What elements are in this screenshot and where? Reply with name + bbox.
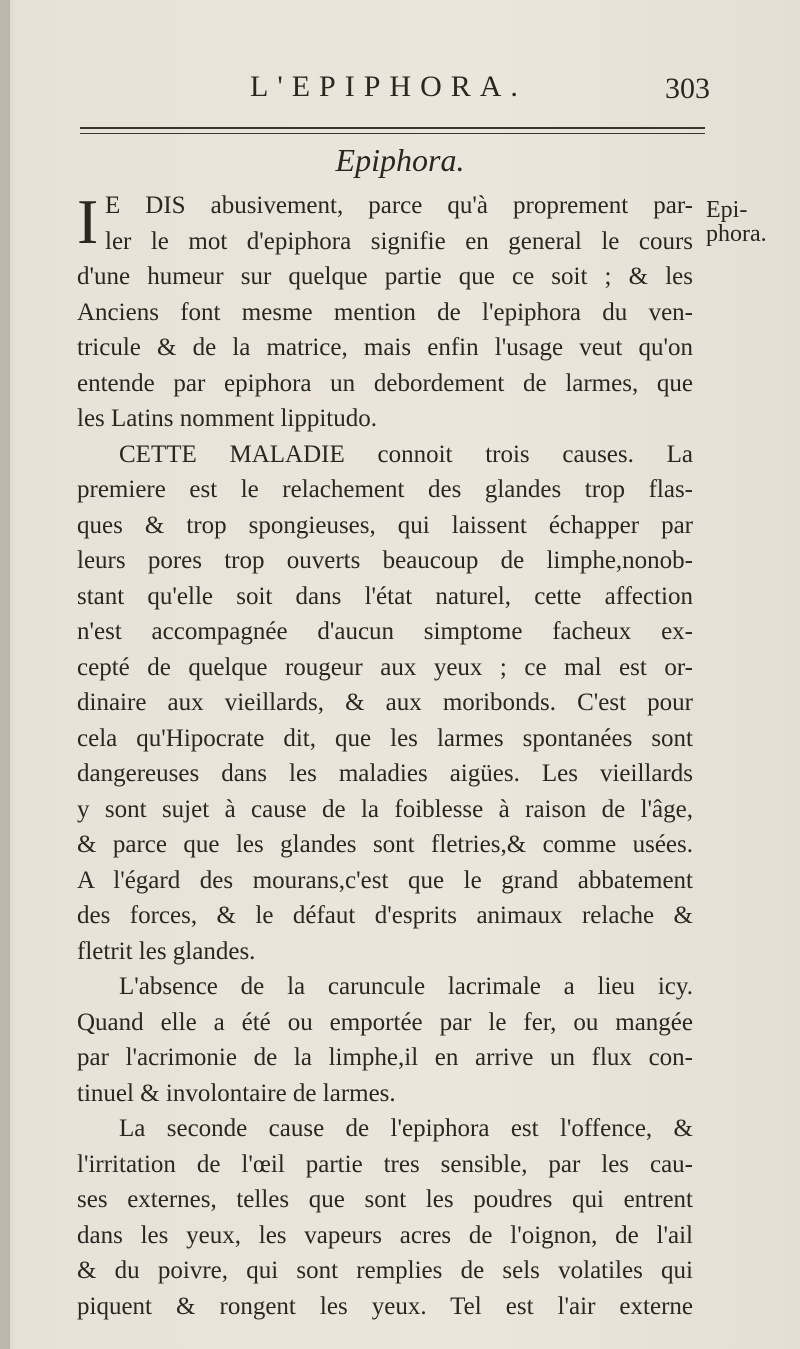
text-line: dinaire aux vieillards, & aux moribonds. C'est pour	[77, 689, 693, 716]
text-line: par l'acrimonie de la limphe,il en arrive un flux con-	[77, 1044, 693, 1071]
text-line: tricule & de la matrice, mais enfin l'usage veut qu'on	[77, 334, 693, 361]
text-line: fletrit les glandes.	[77, 937, 256, 965]
text-line: n'est accompagnée d'aucun simptome facheux ex-	[77, 618, 693, 645]
section-title: Epiphora.	[335, 142, 465, 178]
body-text	[77, 188, 693, 1324]
text-line: ques & trop spongieuses, qui laissent échapper par	[77, 511, 693, 539]
text-line: & du poivre, qui sont remplies de sels volatiles qui	[77, 1257, 693, 1284]
text-line: leurs pores trop ouverts beaucoup de limphe,nonob-	[77, 547, 693, 574]
text-line: Quand elle a été ou emportée par le fer, ou mangée	[77, 1008, 693, 1036]
running-title: L'EPIPHORA.	[250, 70, 527, 103]
text-line: l'irritation de l'œil partie tres sensible, par les cau-	[77, 1150, 693, 1178]
margin-note-line: phora.	[706, 221, 767, 247]
text-line: & parce que les glandes sont fletries,& comme usées.	[77, 831, 693, 858]
drop-cap: I	[77, 186, 99, 257]
text-line: des forces, & le défaut d'esprits animaux relache &	[77, 902, 693, 929]
text-line: d'une humeur sur quelque partie que ce soit ; & les	[77, 263, 693, 290]
text-line: tinuel & involontaire de larmes.	[77, 1079, 396, 1107]
text-line: Anciens font mesme mention de l'epiphora du ven-	[77, 298, 693, 326]
margin-note-line: Epi-	[706, 197, 748, 223]
text-line: stant qu'elle soit dans l'état naturel, cette affection	[77, 582, 693, 610]
text-line: les Latins nomment lippitudo.	[77, 405, 377, 432]
text-line: A l'égard des mourans,c'est que le grand abbatement	[77, 866, 693, 894]
text-line: L'absence de la caruncule lacrimale a lieu icy.	[119, 973, 693, 1000]
text-line: dangereuses dans les maladies aigües. Les vieillards	[77, 760, 693, 787]
header-rule	[80, 127, 705, 134]
text-line: premiere est le relachement des glandes trop flas-	[77, 476, 693, 503]
page-number: 303	[665, 72, 710, 105]
text-line: cepté de quelque rougeur aux yeux ; ce mal est or-	[77, 653, 693, 681]
text-line: La seconde cause de l'epiphora est l'offence, &	[119, 1115, 693, 1142]
paragraph	[77, 188, 693, 437]
text-line: ler le mot d'epiphora signifie en general le cours	[105, 227, 693, 255]
text-line: ses externes, telles que sont les poudres qui entrent	[77, 1186, 693, 1213]
margin-note	[706, 198, 776, 246]
page-gutter-edge	[0, 0, 10, 1349]
text-line: piquent & rongent les yeux. Tel est l'air externe	[77, 1292, 693, 1320]
paragraph	[77, 969, 693, 1111]
paragraph	[77, 437, 693, 970]
text-line: CETTE MALADIE connoit trois causes. La	[119, 440, 693, 468]
text-line: dans les yeux, les vapeurs acres de l'oignon, de l'ail	[77, 1221, 693, 1249]
paragraph	[77, 1111, 693, 1324]
text-line: entende par epiphora un debordement de larmes, que	[77, 369, 693, 397]
text-line: y sont sujet à cause de la foiblesse à raison de l'âge,	[77, 795, 693, 823]
text-line: E DIS abusivement, parce qu'à proprement par-	[105, 192, 693, 219]
running-head	[70, 70, 710, 120]
text-line: cela qu'Hipocrate dit, que les larmes spontanées sont	[77, 724, 693, 752]
